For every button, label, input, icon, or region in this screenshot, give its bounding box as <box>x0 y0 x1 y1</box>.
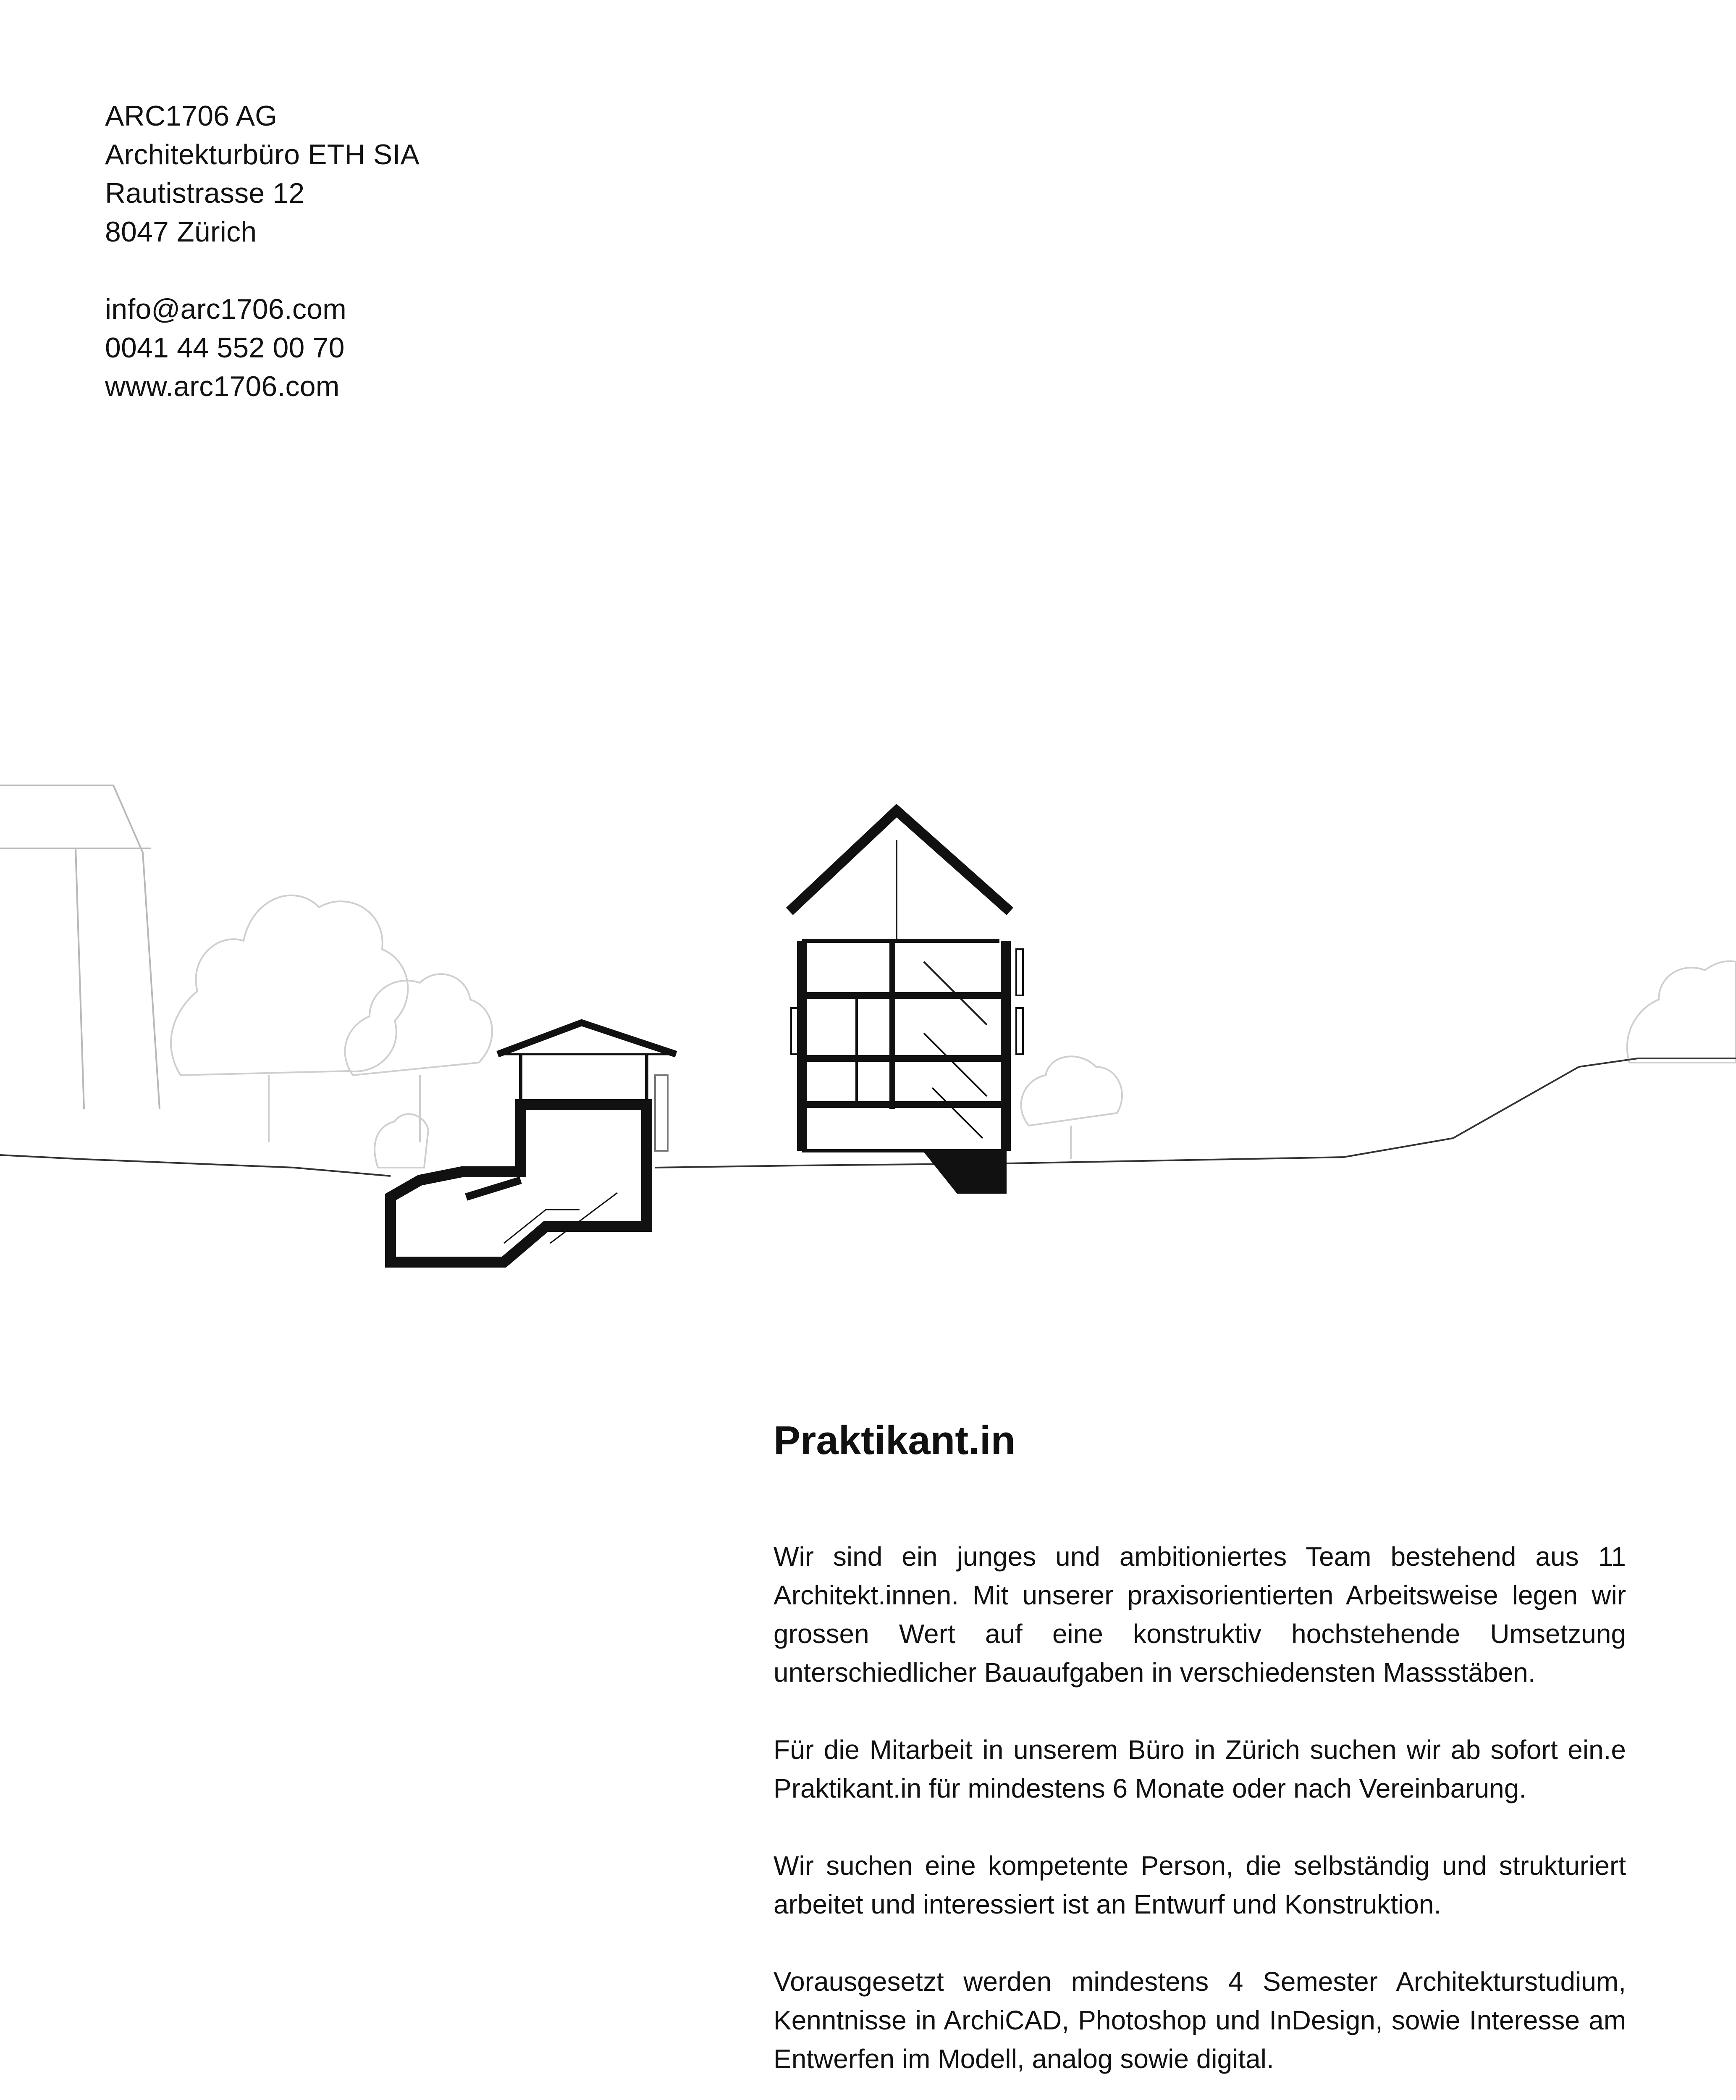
job-description <box>774 1537 1626 2100</box>
street-address: Rautistrasse 12 <box>105 177 305 209</box>
intro-paragraph: Wir sind ein junges und ambitioniertes Team bestehend aus 11 Architekt.innen. Mit unserer praxisorientierten Arbeitsweise legen wir grossen Wert auf eine konstruktiv hochstehende Umsetzung unterschiedlicher Bauaufgaben in verschiedensten Massstäben. <box>774 1541 1626 1688</box>
company-name: ARC1706 AG <box>105 100 278 132</box>
city-address: 8047 Zürich <box>105 216 257 248</box>
website-link[interactable]: www.arc1706.com <box>105 370 340 402</box>
address-spacer <box>105 251 420 290</box>
profile-paragraph: Wir suchen eine kompetente Person, die selbständig und strukturiert arbeitet und interessiert ist an Entwurf und Konstruktion. <box>774 1851 1626 1919</box>
company-descriptor: Architekturbüro ETH SIA <box>105 139 420 171</box>
ground-line <box>0 1058 1736 1176</box>
requirements-paragraph: Vorausgesetzt werden mindestens 4 Semester Architekturstudium, Kenntnisse in ArchiCAD, Photoshop und InDesign, sowie Interesse am Entwerfen im Modell, analog sowie digital. <box>774 1966 1626 2074</box>
position-paragraph: Für die Mitarbeit in unserem Büro in Zürich suchen wir ab sofort ein.e Praktikant.in für mindestens 6 Monate oder nach Vereinbarung. <box>774 1735 1626 1803</box>
background-trees <box>171 895 1736 1168</box>
small-house-section <box>391 1023 676 1262</box>
email-link[interactable]: info@arc1706.com <box>105 293 346 325</box>
phone-number: 0041 44 552 00 70 <box>105 332 345 364</box>
letterhead-address <box>105 97 420 406</box>
job-title: Praktikant.in <box>774 1418 1016 1463</box>
architectural-section-drawing <box>0 773 1736 1289</box>
neighbour-building-outline <box>0 785 160 1109</box>
main-house-section <box>789 811 1023 1193</box>
